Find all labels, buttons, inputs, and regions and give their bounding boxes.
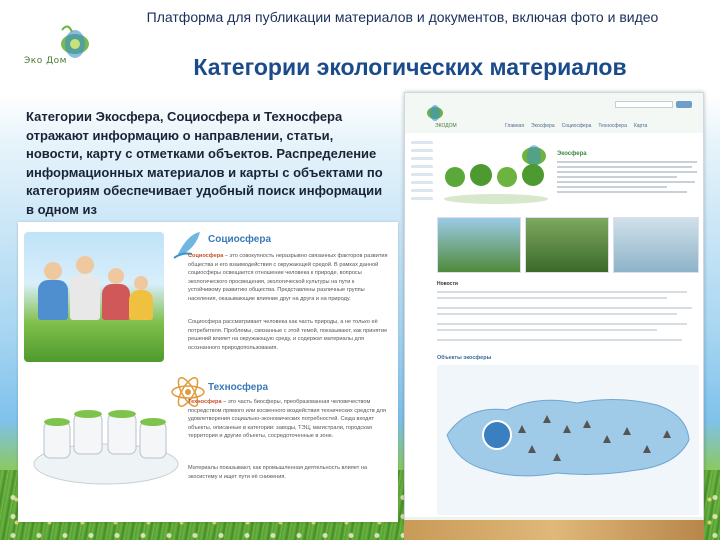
industrial-plant-illustration (26, 372, 186, 492)
site-tab-socio[interactable]: Социосфера (561, 123, 592, 129)
site-tab-home[interactable]: Главная (505, 123, 525, 129)
site-nav (505, 123, 647, 129)
photo-workers[interactable] (437, 217, 521, 273)
bottom-decoration (404, 520, 704, 540)
eco-block (437, 139, 699, 211)
site-sidebar (411, 141, 433, 521)
objects-map[interactable] (437, 365, 699, 515)
logo-text: Эко Дом (24, 56, 67, 66)
site-search-input[interactable] (615, 101, 673, 108)
website-screenshot (404, 92, 704, 525)
slide-title: Категории экологических материалов (193, 54, 627, 80)
slide-body-text: Категории Экосфера, Социосфера и Техносфера отражают информацию о направлении, статьи, новости, карту с отметками объектов. Распределение информационных материалов и карты с объектами по категориям обеспечивает удобный поиск информации в одном из (26, 109, 383, 217)
slide-subtitle: Платформа для публикации материалов и документов, включая фото и видео (146, 9, 659, 25)
photo-swans[interactable] (613, 217, 699, 273)
leaf-logo-icon (20, 22, 110, 74)
photo-forest[interactable] (525, 217, 609, 273)
site-tab-techno[interactable]: Техносфера (598, 123, 627, 129)
family-photo (24, 232, 164, 362)
eco-block-title: Экосфера (557, 151, 587, 157)
search-icon[interactable] (676, 101, 692, 108)
site-tab-eco[interactable]: Экосфера (531, 123, 555, 129)
socio-paragraph-1: Социосфера – это совокупность неразрывно связанных факторов развития общества и его взаимодействия с окружающей средой. В рамках данной социосферы освещается отношение человека к природе, вопросы экологического просвещения, экологической культуры на пути к устойчивому развитию общества. Представлены различные группы населения, оказывающие влияние друг на друга и на природу. (188, 253, 388, 302)
techno-section-title: Техносфера (208, 382, 269, 393)
news-heading: Новости (437, 281, 458, 287)
socio-section-title: Социосфера (208, 234, 272, 245)
site-brand: ЭКОДОМ (435, 123, 457, 129)
techno-paragraph-1: Техносфера – это часть биосферы, преобразованная человечеством посредством прямого или косвенного воздействия технических средств для удовлетворения социально-экономических потребностей. Сюда входят объекты, описанные в категории: заводы, ТЭЦ, магистрали, городская территория и другие объекты, сосредоточенные в зоне. (188, 399, 386, 440)
trees-illustration (441, 159, 551, 207)
socio-paragraph-2: Социосфера рассматривает человека как часть природы, а не только её потребителя. Проблемы, связанные с этой темой, показывают, как принятие решений влияет на окружающую среду, и содержат материалы для осознанного природопользования. (188, 319, 388, 351)
techno-paragraph-2: Материалы показывают, как промышленная деятельность влияет на экосистему и ищет пути её снижения. (188, 465, 368, 480)
site-tab-map[interactable]: Карта (633, 123, 648, 129)
map-title: Объекты экосферы (437, 355, 492, 361)
categories-document (18, 222, 398, 522)
